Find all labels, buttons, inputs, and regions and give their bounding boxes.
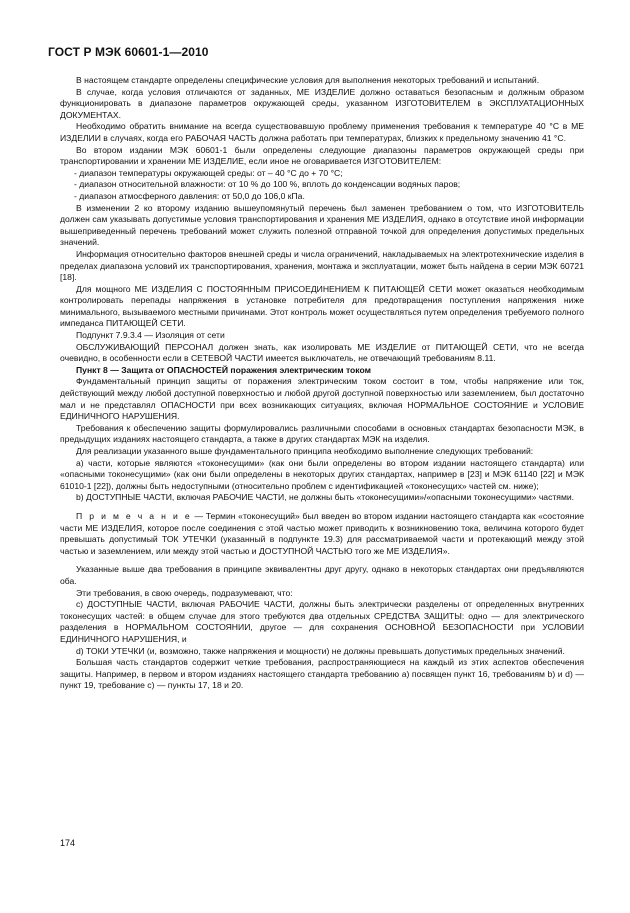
list-item: - диапазон атмосферного давления: от 50,0 до 106,0 кПа. — [74, 190, 305, 201]
standard-header: ГОСТ Р МЭК 60601-1—2010 — [48, 45, 209, 59]
paragraph: Необходимо обратить внимание на всегда существовавшую проблему применения требования к температуре 40 °С в МЕ ИЗДЕЛИИ в случаях, когда его РАБОЧАЯ ЧАСТЬ должна работать при температурах, близких к предельному значению 41 °С. — [60, 121, 584, 143]
list-item: - диапазон температуры окружающей среды: от – 40 °С до + 70 °С; — [74, 167, 343, 178]
clause-heading: Пункт 8 — Защита от ОПАСНОСТЕЙ поражения электрическим током — [76, 364, 371, 375]
subclause-heading: Подпункт 7.9.3.4 — Изоляция от сети — [76, 330, 225, 341]
note — [60, 511, 584, 557]
note-label: П р и м е ч а н и е — [76, 510, 192, 521]
list-item: b) ДОСТУПНЫЕ ЧАСТИ, включая РАБОЧИЕ ЧАСТИ, не должны быть «токонесущими»/«опасными токонесущими» частями. — [76, 492, 575, 503]
paragraph: Для реализации указанного выше фундаментального принципа необходимо выполнение следующих требований: — [76, 446, 534, 456]
paragraph: Эти требования, в свою очередь, подразумевают, что: — [76, 587, 293, 598]
paragraph: Фундаментальный принцип защиты от поражения электрическим током состоит в том, чтобы напряжение или ток, действующий между любой доступной поверхностью и любой другой доступной поверхностью или заземлением, был достаточно мал и не представлял ОПАСНОСТИ при всех возникающих ситуациях, включая НОРМАЛЬНОЕ СОСТОЯНИЕ и УСЛОВИЕ ЕДИНИЧНОГО НАРУШЕНИЯ. — [60, 376, 584, 422]
paragraph: ОБСЛУЖИВАЮЩИЙ ПЕРСОНАЛ должен знать, как изолировать МЕ ИЗДЕЛИЕ от ПИТАЮЩЕЙ СЕТИ, что не всегда очевидно, в особенности если в СЕТЕВОЙ ЧАСТИ имеется выключатель, не отвечающий требованиям 8.11. — [60, 341, 584, 364]
paragraph: В изменении 2 ко второму изданию вышеупомянутый перечень был заменен требованием о том, что ИЗГОТОВИТЕЛЬ должен сам указывать допустимые условия транспортирования и хранения МЕ ИЗДЕЛИЯ, однако в отсутствие иной информации вышеприведенный перечень требований может служить полезной отправной точкой для определения допустимых предельных значений. — [60, 202, 584, 248]
list-item: а) части, которые являются «токонесущими» (как они были определены во втором издании настоящего стандарта) или «опасными токонесущими» (как они были определены в некоторых других стандартах, например в [23] и МЭК 61140 [22] и МЭК 61010-1 [22]), должны быть недоступными (относительно проблем с идентификацией «токонесущих» частей см. ниже); — [60, 457, 584, 491]
paragraph: Большая часть стандартов содержит четкие требования, распространяющиеся на каждый из этих аспектов обеспечения защиты. Например, в первом и втором изданиях настоящего стандарта требованию а) посвящен пункт 16, требованиям b) и d) — пункт 19, требование c) — пункты 17, 18 и 20. — [60, 657, 584, 691]
list-item: d) ТОКИ УТЕЧКИ (и, возможно, также напряжения и мощности) не должны превышать допустимых предельных значений. — [76, 645, 565, 656]
paragraph: Во втором издании МЭК 60601-1 были определены следующие диапазоны параметров окружающей среды при транспортировании и хранении МЕ ИЗДЕЛИЕ, если иное не оговаривается ИЗГОТОВИТЕЛЕМ: — [60, 144, 584, 167]
paragraph: В случае, когда условия отличаются от заданных, МЕ ИЗДЕЛИЕ должно оставаться безопасным и должным образом функционировать в диапазоне параметров окружающей среды, указанном ИЗГОТОВИТЕЛЕМ в ЭКСПЛУАТАЦИОННЫХ ДОКУМЕНТАХ. — [60, 86, 584, 120]
list-item: - диапазон относительной влажности: от 10 % до 100 %, вплоть до конденсации водяных паров; — [74, 179, 461, 190]
paragraph: Информация относительно факторов внешней среды и числа ограничений, накладываемых на электротехнические изделия в пределах диапазона условий их транспортирования, хранения, монтажа и эксплуатации, может быть найдена в серии МЭК 60721 [18]. — [60, 248, 584, 283]
paragraph: Требования к обеспечению защиты формулировались различными способами в основных стандартах безопасности МЭК, в предыдущих изданиях настоящего стандарта, а также в других стандартах МЭК на изделия. — [60, 422, 584, 445]
paragraph: В настоящем стандарте определены специфические условия для выполнения некоторых требований и испытаний. — [76, 75, 540, 85]
paragraph: Для мощного МЕ ИЗДЕЛИЯ С ПОСТОЯННЫМ ПРИСОЕДИНЕНИЕМ К ПИТАЮЩЕЙ СЕТИ может оказаться необходимым контролировать перепады напряжения в установке потребителя для предотвращения поступления напряжения ниже минимального, вызываемого местными причинами. Этот контроль может осуществляться путем определения требуемого полного импеданса ПИТАЮЩЕЙ СЕТИ. — [60, 283, 584, 329]
document-body — [60, 75, 584, 692]
note-text: — Термин «токонесущий» был введен во втором издании настоящего стандарта как «состояние части МЕ ИЗДЕЛИЯ, которое после соединения с этой частью может приводить к возникновению тока, величина которого будет превышать допустимый ТОК УТЕЧКИ (указанный в подпункте 19.3) для рассматриваемой части и протекающий между этой частью и заземлением, или между этой частью и ДОСТУПНОЙ ЧАСТЬЮ того же МЕ ИЗДЕЛИЯ». — [60, 510, 584, 556]
paragraph: Указанные выше два требования в принципе эквивалентны друг другу, однако в некоторых стандартах они предъявляются оба. — [60, 564, 584, 586]
list-item: c) ДОСТУПНЫЕ ЧАСТИ, включая РАБОЧИЕ ЧАСТИ, должны быть электрически разделены от определенных внутренних токонесущих частей: в общем случае для этого требуются два отдельных СРЕДСТВА ЗАЩИТЫ: одно — для электрического разделения в НОРМАЛЬНОМ СОСТОЯНИИ, другое — для сохранения ОСНОВНОЙ БЕЗОПАСНОСТИ при УСЛОВИИ ЕДИНИЧНОГО НАРУШЕНИЯ, и — [60, 599, 584, 644]
page-number: 174 — [60, 838, 76, 848]
